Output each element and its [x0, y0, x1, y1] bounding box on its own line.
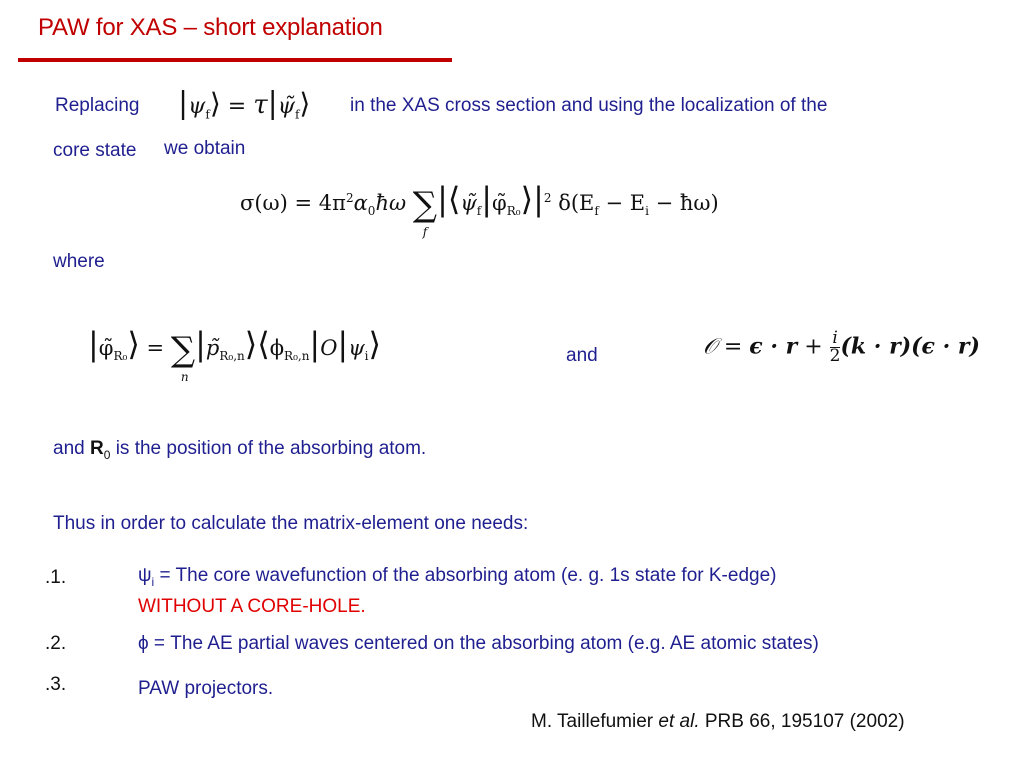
- cs-sum: ∑: [412, 184, 438, 225]
- tau-operator: τ: [253, 90, 268, 120]
- cs-hbar-omega: ħω: [375, 191, 407, 215]
- psi-f: ψ: [188, 94, 206, 119]
- cs-psi-tilde-sub: f: [476, 204, 482, 219]
- pe-phi-sub: R₀,n: [284, 349, 310, 364]
- item-2-number: .2.: [45, 633, 67, 654]
- pe-equals: =: [146, 336, 165, 360]
- op-rest: (k · r)(ϵ · r): [840, 333, 980, 360]
- cs-sum-block: [412, 184, 438, 239]
- ket-close-2: ⟩: [299, 87, 311, 120]
- cs-alpha-sub: 0: [367, 204, 376, 219]
- cs-power: 2: [543, 191, 552, 205]
- cs-lhs: σ(ω) = 4π: [240, 191, 346, 215]
- cs-bracket-close: ⟩|: [520, 180, 544, 218]
- pe-p-sub: R₀,n: [219, 349, 245, 364]
- pe-mid-bracket: ⟩⟨: [244, 325, 270, 363]
- cs-sum-sub: f: [422, 224, 428, 239]
- reference: [531, 711, 905, 733]
- pe-psi: ψ: [348, 336, 365, 360]
- reference-rest: PRB 66, 195107 (2002): [699, 711, 905, 732]
- ket-open-2: |: [267, 86, 278, 121]
- item-2-desc: = The AE partial waves centered on the absorbing atom (e.g. AE atomic states): [148, 633, 819, 654]
- psi-tilde-f-sub: f: [294, 107, 300, 122]
- thus-line: Thus in order to calculate the matrix-element one needs:: [53, 513, 529, 534]
- cs-ef-sub: f: [594, 204, 599, 219]
- replacing-label: Replacing: [55, 95, 140, 116]
- reference-etal: et al.: [658, 711, 700, 732]
- item-3-text: PAW projectors.: [138, 678, 274, 699]
- pe-phi: ϕ: [269, 336, 285, 360]
- replacement-equation: [178, 86, 310, 121]
- r0-rest: is the position of the absorbing atom.: [115, 438, 427, 459]
- op-plus: +: [797, 334, 830, 360]
- title-underline: [18, 58, 452, 62]
- r0-bold: R: [89, 438, 104, 459]
- cs-tail: − ħω): [648, 191, 719, 215]
- and-middle-label: and: [566, 345, 598, 366]
- pe-bar: |: [309, 325, 321, 363]
- psi-i-symbol: ψ: [138, 565, 152, 586]
- equals-sign: =: [227, 94, 247, 119]
- pe-sum-sub: n: [180, 369, 189, 384]
- pe-ket-close: ⟩: [127, 325, 140, 363]
- we-obtain-label: we obtain: [164, 138, 246, 159]
- pe-sum: ∑: [170, 329, 196, 370]
- op-frac-den: 2: [829, 346, 841, 366]
- cs-phi-tilde-sub: R₀: [506, 204, 521, 219]
- item-1-desc: = The core wavefunction of the absorbing atom (e. g. 1s state for K-edge): [159, 565, 777, 586]
- psi-i-sub: i: [151, 574, 155, 589]
- cs-minus-e: − E: [598, 191, 646, 215]
- op-frac-num: i: [832, 328, 838, 348]
- op-fraction: [830, 330, 841, 365]
- pe-sum-block: [170, 329, 196, 384]
- cs-psi-tilde: ψ̃: [460, 191, 477, 215]
- phi-symbol: ϕ: [138, 633, 149, 654]
- projector-expansion-equation: [88, 325, 381, 384]
- operator-equation: [703, 330, 980, 365]
- item-3-number: .3.: [45, 674, 67, 695]
- cs-phi-tilde: φ̃: [492, 191, 507, 215]
- item-1-number: .1.: [45, 567, 67, 588]
- where-label: where: [53, 251, 105, 272]
- r0-sub: 0: [103, 447, 111, 462]
- pe-ket2-open: |: [195, 325, 206, 363]
- pe-close: ⟩: [368, 325, 381, 363]
- cross-section-equation: [240, 180, 719, 239]
- pe-operator: O: [320, 336, 338, 360]
- item-1-warning: WITHOUT A CORE-HOLE.: [138, 596, 366, 617]
- item-2-text: [138, 633, 819, 655]
- pe-phi-tilde-sub: R₀: [113, 349, 128, 364]
- psi-tilde-f: ψ̃: [277, 94, 295, 119]
- cs-bracket-open: |⟨: [437, 180, 461, 218]
- line1-rest: in the XAS cross section and using the localization of the: [350, 95, 828, 116]
- pe-ket-open: |: [88, 325, 99, 363]
- cs-delta: δ(E: [558, 191, 595, 215]
- pe-phi-tilde: φ̃: [98, 336, 114, 360]
- slide-title: PAW for XAS – short explanation: [38, 14, 383, 41]
- reference-author: M. Taillefumier: [531, 711, 659, 732]
- psi-f-sub: f: [205, 107, 210, 122]
- r0-line: [53, 438, 426, 462]
- pe-bar-2: |: [337, 325, 349, 363]
- item-1-text: [138, 565, 776, 589]
- cs-pi-power: 2: [345, 191, 354, 205]
- pe-psi-sub: i: [364, 349, 369, 364]
- cs-alpha: α: [353, 191, 368, 215]
- op-eps-r: ϵ · r: [749, 333, 798, 360]
- op-lhs: 𝒪 =: [703, 334, 750, 360]
- ket-close: ⟩: [209, 87, 221, 120]
- r0-and: and: [53, 438, 85, 459]
- cs-bracket-mid: |: [481, 180, 493, 218]
- core-state-label: core state: [53, 140, 137, 161]
- pe-p-tilde: p̃: [205, 336, 220, 360]
- cs-ei-sub: i: [645, 204, 649, 219]
- ket-open: |: [178, 86, 189, 121]
